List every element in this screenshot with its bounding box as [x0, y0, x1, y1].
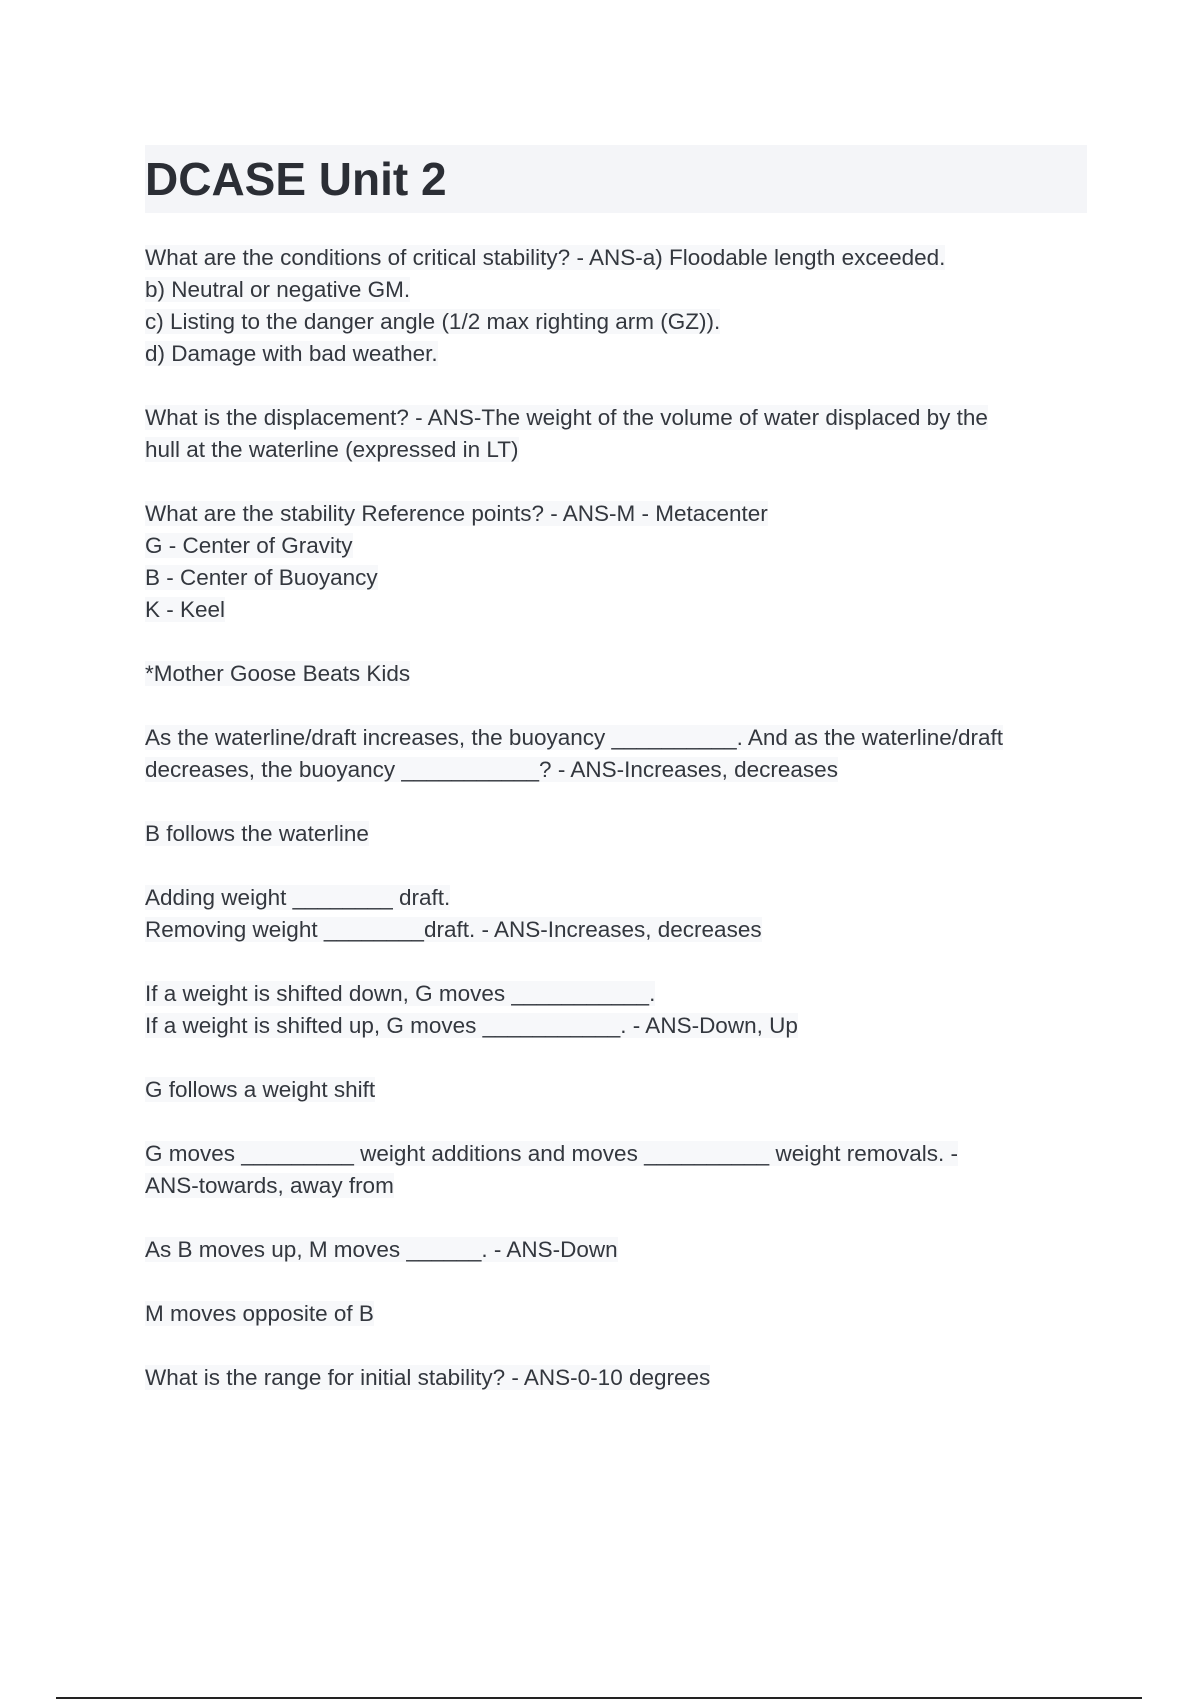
text-line-content: d) Damage with bad weather.: [145, 341, 438, 366]
qa-entry-initial-stability: [145, 1362, 1095, 1394]
text-line: [145, 754, 1095, 786]
text-line: [145, 882, 1095, 914]
qa-entry-b-moves-up: [145, 1234, 1095, 1266]
text-line: [145, 1362, 1095, 1394]
text-line-content: As B moves up, M moves ______. - ANS-Down: [145, 1237, 618, 1262]
text-line-content: What is the range for initial stability? - ANS-0-10 degrees: [145, 1365, 711, 1390]
text-line: [145, 1170, 1095, 1202]
text-line-content: G follows a weight shift: [145, 1077, 376, 1102]
text-line-content: What are the stability Reference points? - ANS-M - Metacenter: [145, 501, 768, 526]
text-line: [145, 658, 1095, 690]
note-m-opposite-b: [145, 1298, 1095, 1330]
text-line-content: c) Listing to the danger angle (1/2 max righting arm (GZ)).: [145, 309, 721, 334]
text-line-content: What is the displacement? - ANS-The weight of the volume of water displaced by the: [145, 405, 988, 430]
text-line-content: M moves opposite of B: [145, 1301, 374, 1326]
qa-content: [145, 242, 1095, 1426]
qa-entry-critical-stability: [145, 242, 1095, 370]
text-line: [145, 562, 1095, 594]
text-line: [145, 306, 1095, 338]
page-title: DCASE Unit 2: [145, 153, 447, 205]
text-line-content: hull at the waterline (expressed in LT): [145, 437, 519, 462]
text-line: [145, 434, 1095, 466]
title-block: [145, 145, 1087, 213]
text-line: [145, 274, 1095, 306]
qa-entry-displacement: [145, 402, 1095, 466]
text-line: [145, 242, 1095, 274]
qa-entry-weight-shift: [145, 978, 1095, 1042]
text-line: [145, 498, 1095, 530]
text-line: [145, 722, 1095, 754]
text-line-content: K - Keel: [145, 597, 226, 622]
text-line-content: B - Center of Buoyancy: [145, 565, 378, 590]
qa-entry-reference-points: [145, 498, 1095, 626]
text-line-content: If a weight is shifted down, G moves ___________.: [145, 981, 656, 1006]
qa-entry-buoyancy: [145, 722, 1095, 786]
text-line: [145, 594, 1095, 626]
text-line: [145, 402, 1095, 434]
text-line: [145, 1234, 1095, 1266]
note-mnemonic: [145, 658, 1095, 690]
qa-entry-g-moves: [145, 1138, 1095, 1202]
text-line-content: Removing weight ________draft. - ANS-Increases, decreases: [145, 917, 762, 942]
text-line-content: B follows the waterline: [145, 821, 369, 846]
text-line: [145, 338, 1095, 370]
footer-divider: [56, 1697, 1142, 1699]
text-line: [145, 1298, 1095, 1330]
text-line: [145, 1074, 1095, 1106]
text-line-content: G moves _________ weight additions and moves __________ weight removals. -: [145, 1141, 959, 1166]
text-line-content: As the waterline/draft increases, the buoyancy __________. And as the waterline/draft: [145, 725, 1004, 750]
text-line-content: G - Center of Gravity: [145, 533, 353, 558]
text-line: [145, 818, 1095, 850]
text-line: [145, 914, 1095, 946]
note-g-follows-weight-shift: [145, 1074, 1095, 1106]
text-line: [145, 530, 1095, 562]
text-line: [145, 978, 1095, 1010]
text-line-content: Adding weight ________ draft.: [145, 885, 451, 910]
text-line: [145, 1138, 1095, 1170]
text-line-content: b) Neutral or negative GM.: [145, 277, 411, 302]
text-line-content: What are the conditions of critical stability? - ANS-a) Floodable length exceeded.: [145, 245, 946, 270]
text-line: [145, 1010, 1095, 1042]
text-line-content: decreases, the buoyancy ___________? - ANS-Increases, decreases: [145, 757, 838, 782]
text-line-content: *Mother Goose Beats Kids: [145, 661, 411, 686]
text-line-content: ANS-towards, away from: [145, 1173, 394, 1198]
note-b-follows-waterline: [145, 818, 1095, 850]
qa-entry-adding-weight: [145, 882, 1095, 946]
text-line-content: If a weight is shifted up, G moves ___________. - ANS-Down, Up: [145, 1013, 798, 1038]
